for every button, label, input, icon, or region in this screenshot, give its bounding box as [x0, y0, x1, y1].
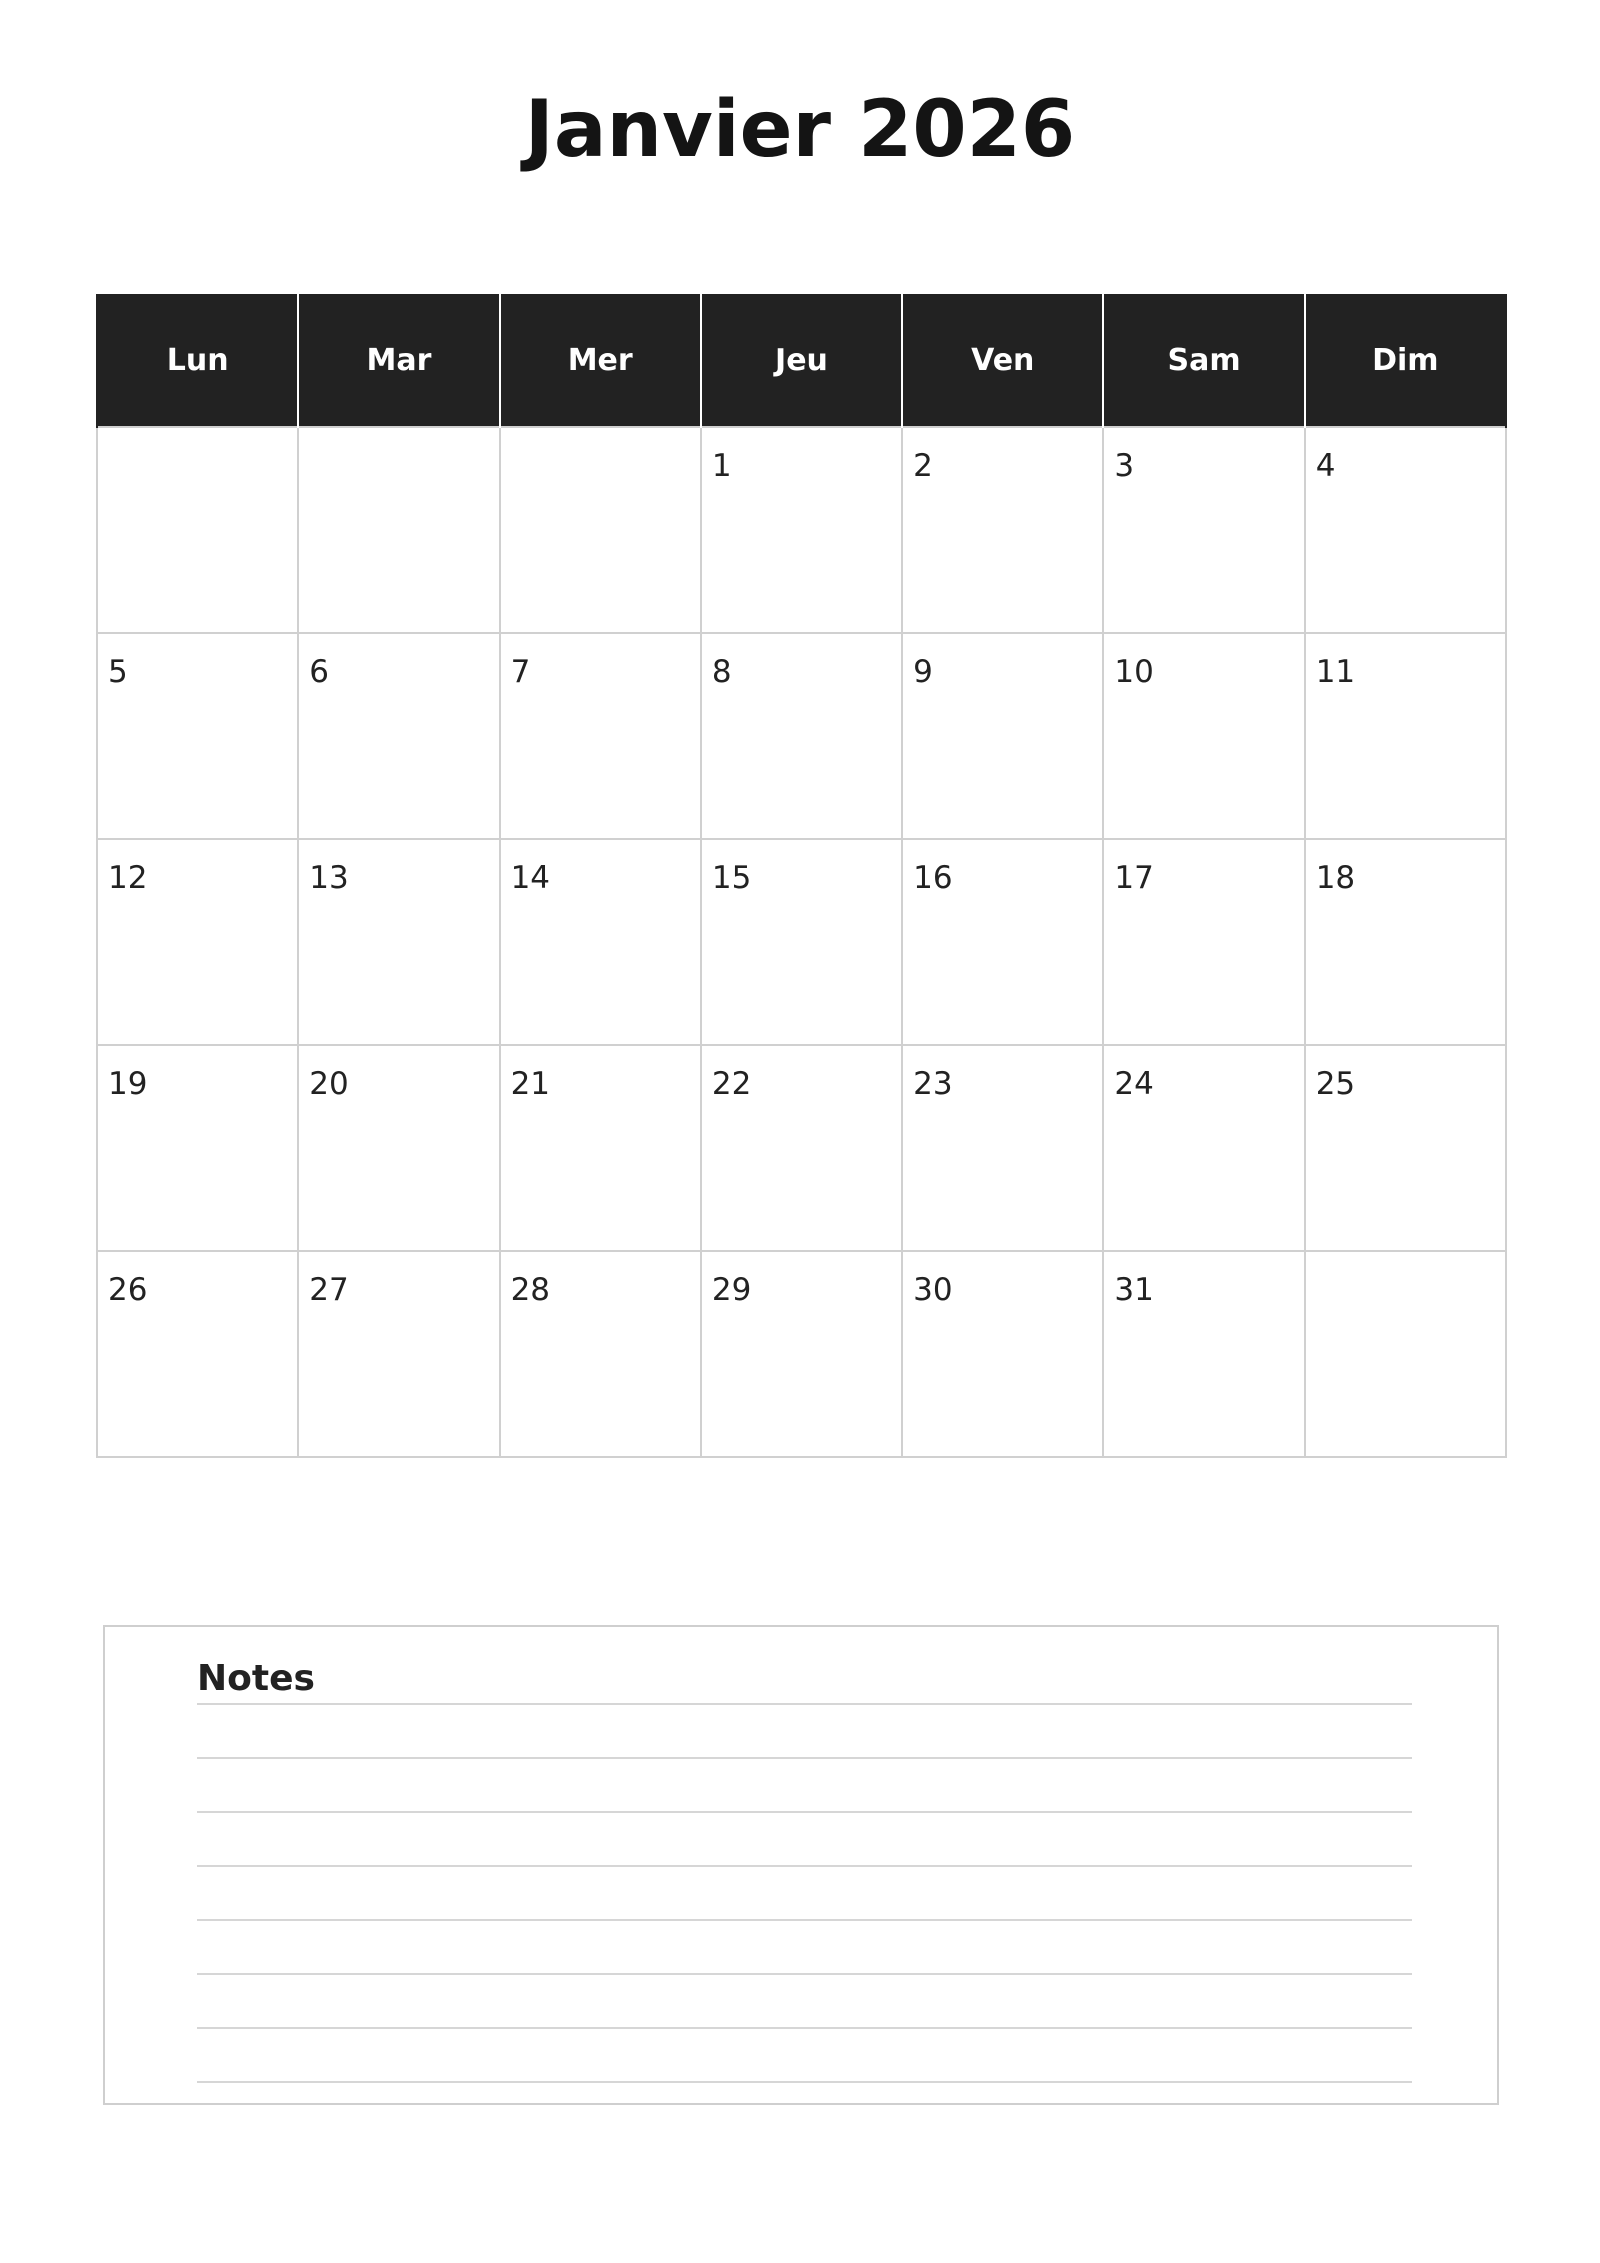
day-cell [1305, 633, 1506, 839]
notes-line[interactable] [197, 2081, 1412, 2083]
day-number: 10 [1114, 654, 1154, 690]
day-cell [902, 1251, 1103, 1457]
day-cell [298, 427, 499, 633]
day-cell [701, 633, 902, 839]
week-row [97, 633, 1506, 839]
day-cell [1103, 1045, 1304, 1251]
day-number: 6 [309, 654, 330, 690]
day-cell [902, 427, 1103, 633]
day-cell [902, 839, 1103, 1045]
day-number: 14 [510, 860, 551, 896]
notes-line[interactable] [197, 1865, 1412, 1867]
day-number: 12 [108, 860, 148, 896]
weekday-header-row [97, 294, 1506, 427]
day-number: 21 [510, 1066, 551, 1102]
day-number: 17 [1114, 860, 1154, 896]
day-number: 9 [913, 654, 933, 690]
notes-line[interactable] [197, 1973, 1412, 1975]
day-number: 23 [913, 1066, 953, 1102]
day-number: 5 [108, 654, 128, 690]
weekday-header: Mer [500, 294, 701, 427]
page-title: Janvier 2026 [524, 85, 1076, 175]
day-cell [902, 633, 1103, 839]
day-cell [701, 1045, 902, 1251]
day-number: 25 [1315, 1066, 1356, 1102]
week-row [97, 1045, 1506, 1251]
day-cell [1103, 427, 1304, 633]
day-cell [1305, 839, 1506, 1045]
day-number: 22 [711, 1066, 752, 1102]
week-row [97, 427, 1506, 633]
notes-line[interactable] [197, 1811, 1412, 1813]
notes-line[interactable] [197, 1703, 1412, 1705]
day-cell [97, 427, 298, 633]
day-cell [500, 839, 701, 1045]
day-cell [298, 633, 499, 839]
weekday-header: Lun [97, 294, 298, 427]
day-number: 7 [510, 654, 531, 690]
day-cell [701, 427, 902, 633]
day-cell [298, 1251, 499, 1457]
day-number: 16 [913, 860, 953, 896]
weekday-header: Ven [902, 294, 1103, 427]
day-number: 26 [108, 1272, 148, 1308]
calendar-grid [96, 294, 1507, 1458]
day-number [98, 428, 297, 446]
day-number: 30 [913, 1272, 953, 1308]
day-number: 2 [913, 448, 933, 484]
weekday-header: Sam [1103, 294, 1304, 427]
day-number: 15 [711, 860, 752, 896]
week-row [97, 839, 1506, 1045]
day-cell [500, 633, 701, 839]
day-cell [97, 1251, 298, 1457]
day-number: 20 [309, 1066, 349, 1102]
day-cell [1305, 1045, 1506, 1251]
day-cell [97, 839, 298, 1045]
day-number [1306, 1252, 1505, 1270]
weekday-header: Jeu [701, 294, 902, 427]
day-cell [1305, 427, 1506, 633]
day-number: 28 [510, 1272, 551, 1308]
day-cell [701, 1251, 902, 1457]
day-number: 3 [1114, 448, 1135, 484]
day-number [299, 428, 498, 446]
notes-line[interactable] [197, 1757, 1412, 1759]
notes-line[interactable] [197, 1919, 1412, 1921]
day-cell [298, 839, 499, 1045]
weekday-header: Mar [298, 294, 499, 427]
day-number [501, 428, 700, 446]
day-cell [500, 1251, 701, 1457]
day-number: 4 [1315, 448, 1336, 484]
day-number: 24 [1114, 1066, 1154, 1102]
weekday-header: Dim [1305, 294, 1506, 427]
day-number: 13 [309, 860, 349, 896]
week-row [97, 1251, 1506, 1457]
notes-line[interactable] [197, 2027, 1412, 2029]
day-cell [902, 1045, 1103, 1251]
day-number: 11 [1315, 654, 1356, 690]
day-cell [97, 1045, 298, 1251]
notes-title: Notes [197, 1658, 315, 1699]
day-cell [1103, 1251, 1304, 1457]
day-number: 19 [108, 1066, 148, 1102]
day-number: 8 [711, 654, 732, 690]
day-cell [500, 1045, 701, 1251]
day-number: 27 [309, 1272, 349, 1308]
day-number: 31 [1114, 1272, 1154, 1308]
day-cell [701, 839, 902, 1045]
day-cell [97, 633, 298, 839]
day-cell [298, 1045, 499, 1251]
day-cell [500, 427, 701, 633]
day-cell [1103, 839, 1304, 1045]
day-cell [1103, 633, 1304, 839]
day-number: 1 [711, 448, 732, 484]
day-cell [1305, 1251, 1506, 1457]
notes-panel [103, 1625, 1499, 2105]
day-number: 18 [1315, 860, 1356, 896]
day-number: 29 [711, 1272, 752, 1308]
